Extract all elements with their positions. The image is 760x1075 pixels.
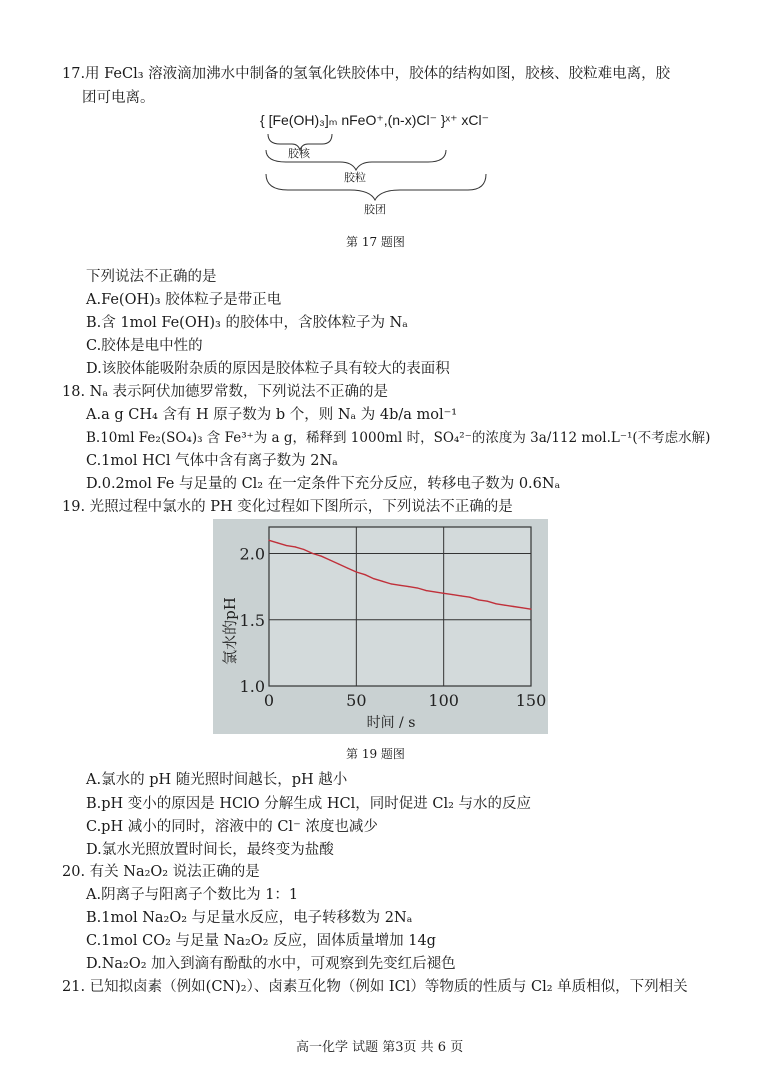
q17-stem-line1: 17.用 FeCl₃ 溶液滴加沸水中制备的氢氧化铁胶体中，胶体的结构如图，胶核、胶粒难电离，胶 <box>62 66 671 82</box>
ph-data-point <box>391 583 392 584</box>
ph-data-point <box>513 606 514 607</box>
q18-option-c: C.1mol HCl 气体中含有离子数为 2Nₐ <box>86 453 338 469</box>
q19-option-b: B.pH 变小的原因是 HClO 分解生成 HCl，同时促进 Cl₂ 与水的反应 <box>86 796 532 812</box>
ph-data-point <box>364 574 365 575</box>
ph-data-point <box>347 567 348 568</box>
ph-data-point <box>461 595 462 596</box>
ph-data-point <box>434 591 435 592</box>
q17-option-c: C.胶体是电中性的 <box>86 338 203 354</box>
q19-figure-caption: 第 19 题图 <box>346 747 405 761</box>
q17-stem-line2: 团可电离。 <box>82 90 155 106</box>
q19-stem: 19. 光照过程中氯水的 PH 变化过程如下图所示，下列说法不正确的是 <box>62 499 513 515</box>
colloid-structure-figure <box>240 110 530 220</box>
y-tick-label: 1.5 <box>239 610 265 630</box>
colloid-formula: { [Fe(OH)₃]ₘ nFeO⁺,(n-x)Cl⁻ }ˣ⁺ xCl⁻ <box>260 112 490 128</box>
ph-data-point <box>530 609 531 610</box>
q18-option-b: B.10ml Fe₂(SO₄)₃ 含 Fe³⁺为 a g，稀释到 1000ml 时，SO₄²⁻的浓度为 3a/112 mol.L⁻¹(不考虑水解) <box>86 430 711 446</box>
y-tick-label: 1.0 <box>239 677 265 696</box>
q18-option-d: D.0.2mol Fe 与足量的 Cl₂ 在一定条件下充分反应，转移电子数为 0.6Nₐ <box>86 476 561 492</box>
ph-data-point <box>330 560 331 561</box>
ph-data-point <box>303 549 304 550</box>
ph-data-point <box>478 599 479 600</box>
ph-data-point <box>452 594 453 595</box>
q17-option-a: A.Fe(OH)₃ 胶体粒子是带正电 <box>86 292 282 308</box>
q17-figure-caption: 第 17 题图 <box>346 235 405 249</box>
ph-chart-svg <box>213 519 548 734</box>
q20-stem: 20. 有关 Na₂O₂ 说法正确的是 <box>62 864 260 880</box>
q18-option-a: A.a g CH₄ 含有 H 原子数为 b 个，则 Nₐ 为 4b/a mol⁻¹ <box>86 407 458 423</box>
q17-option-b: B.含 1mol Fe(OH)₃ 的胶体中，含胶体粒子为 Nₐ <box>86 315 408 331</box>
ph-data-point <box>338 564 339 565</box>
q20-option-a: A.阴离子与阳离子个数比为 1：1 <box>86 887 299 903</box>
x-tick-label: 100 <box>428 691 459 710</box>
x-tick-label: 150 <box>515 691 547 710</box>
label-colloid-micelle: 胶团 <box>364 203 386 216</box>
y-tick-label: 2.0 <box>239 544 265 564</box>
label-colloid-particle: 胶粒 <box>344 171 366 184</box>
ph-data-point <box>504 605 505 606</box>
ph-data-point <box>417 587 418 588</box>
ph-data-point <box>356 571 357 572</box>
ph-data-point <box>487 601 488 602</box>
ph-data-point <box>469 597 470 598</box>
q19-option-c: C.pH 减小的同时，溶液中的 Cl⁻ 浓度也减少 <box>86 819 378 835</box>
ph-data-point <box>522 607 523 608</box>
ph-data-point <box>399 585 400 586</box>
ph-data-point <box>408 586 409 587</box>
q20-option-b: B.1mol Na₂O₂ 与足量水反应，电子转移数为 2Nₐ <box>86 910 413 926</box>
page-footer: 高一化学 试题 第3页 共 6 页 <box>296 1040 464 1055</box>
ph-chart <box>213 519 548 734</box>
q19-option-d: D.氯水光照放置时间长，最终变为盐酸 <box>86 842 334 858</box>
ph-data-point <box>295 546 296 547</box>
q20-option-c: C.1mol CO₂ 与足量 Na₂O₂ 反应，固体质量增加 14g <box>86 933 436 949</box>
ph-data-point <box>443 593 444 594</box>
q20-option-d: D.Na₂O₂ 加入到滴有酚酞的水中，可观察到先变红后褪色 <box>86 956 456 972</box>
q18-stem: 18. Nₐ 表示阿伏加德罗常数，下列说法不正确的是 <box>62 384 389 400</box>
ph-data-point <box>426 590 427 591</box>
q21-stem: 21. 已知拟卤素（例如(CN)₂）、卤素互化物（例如 ICl）等物质的性质与 Cl₂ 单质相似，下列相关 <box>62 979 688 995</box>
ph-data-point <box>286 545 287 546</box>
x-tick-label: 50 <box>346 691 367 710</box>
x-tick-label: 0 <box>263 691 275 710</box>
ph-data-point <box>495 603 496 604</box>
label-colloid-core: 胶核 <box>288 147 310 160</box>
ph-data-point <box>268 540 269 541</box>
ph-data-point <box>382 581 383 582</box>
q17-prompt: 下列说法不正确的是 <box>86 269 217 285</box>
ph-data-point <box>373 578 374 579</box>
x-axis-label: 时间 / s <box>366 715 416 731</box>
ph-data-point <box>277 542 278 543</box>
ph-data-point <box>312 553 313 554</box>
ph-data-point <box>321 556 322 557</box>
q19-option-a: A.氯水的 pH 随光照时间越长，pH 越小 <box>86 772 348 788</box>
y-axis-label: 氯水的pH <box>221 597 239 665</box>
q17-option-d: D.该胶体能吸附杂质的原因是胶体粒子具有较大的表面积 <box>86 361 450 377</box>
